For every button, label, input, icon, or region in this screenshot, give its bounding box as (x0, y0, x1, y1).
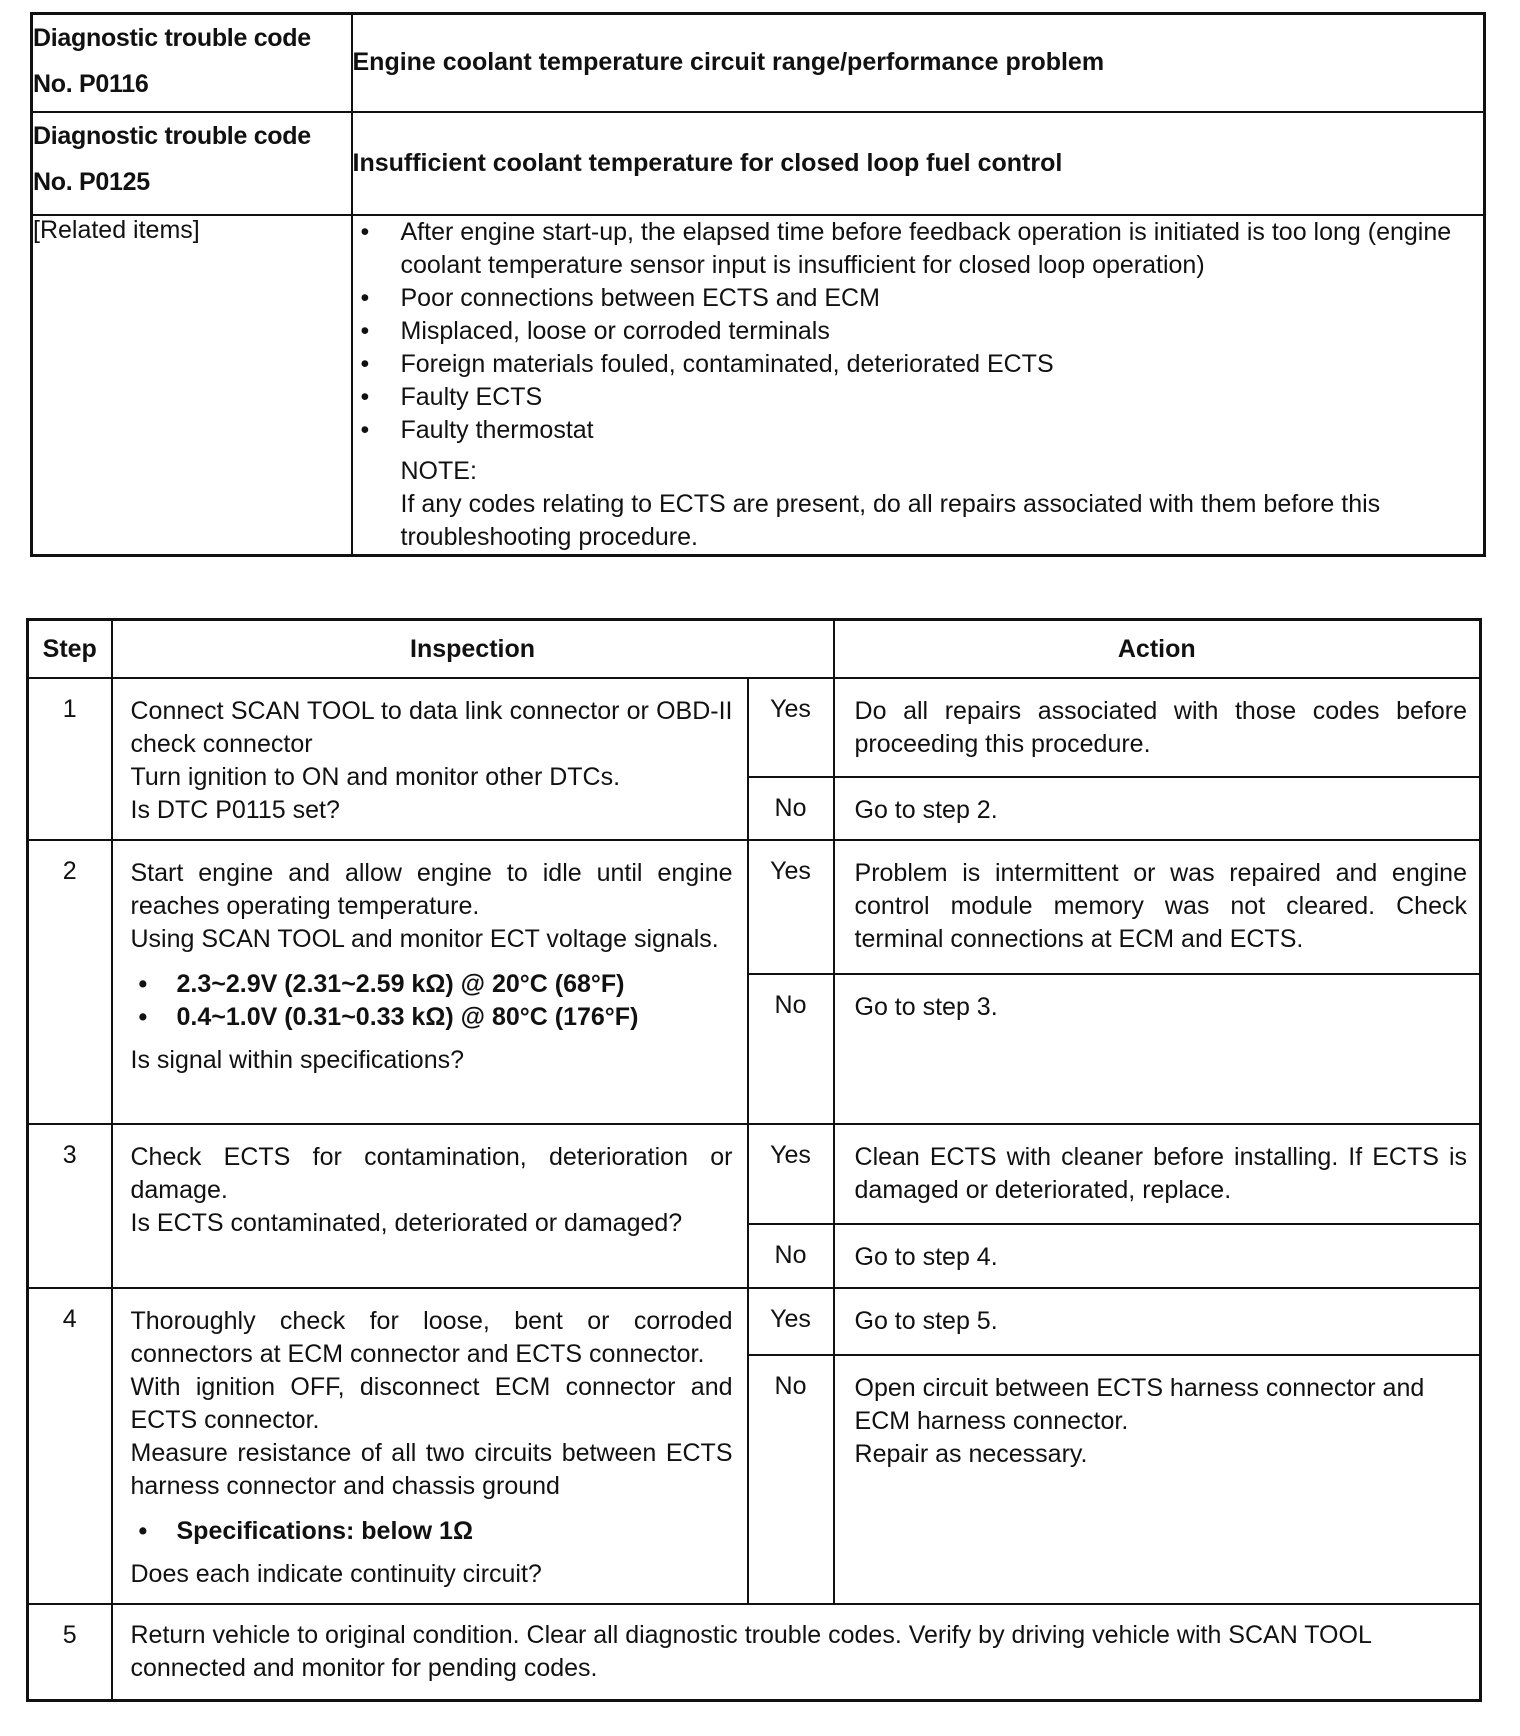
step-inspection: Check ECTS for contamination, deterioration or damage. Is ECTS contaminated, deteriorated or damaged? (112, 1124, 748, 1288)
yes-action: Do all repairs associated with those codes before proceeding this procedure. (834, 678, 1481, 777)
header-action: Action (834, 620, 1481, 679)
spec-list (131, 968, 733, 1034)
no-label: No (748, 777, 834, 840)
related-items-label: [Related items] (32, 215, 352, 556)
spec-item: • 2.3~2.9V (2.31~2.59 kΩ) @ 20°C (68°F) (131, 968, 733, 1001)
yes-label: Yes (748, 1288, 834, 1355)
no-action: Go to step 3. (834, 974, 1481, 1124)
table-header-row (28, 620, 1481, 679)
yes-action: Clean ECTS with cleaner before installing. If ECTS is damaged or deteriorated, replace. (834, 1124, 1481, 1224)
yes-label: Yes (748, 840, 834, 974)
step-number: 4 (28, 1288, 112, 1604)
related-item: • Faulty ECTS (353, 381, 1484, 414)
related-item: • Faulty thermostat (353, 414, 1484, 447)
no-action: Open circuit between ECTS harness connector and ECM harness connector. Repair as necessary. (834, 1355, 1481, 1604)
note-label: NOTE: (400, 456, 477, 485)
dtc-row (32, 112, 1485, 215)
no-label: No (748, 1224, 834, 1288)
step-row (28, 1288, 1481, 1355)
note-text: If any codes relating to ECTS are present, do all repairs associated with them before this troubleshooting procedure. (400, 489, 1381, 551)
no-action: Go to step 2. (834, 777, 1481, 840)
dtc-title: Engine coolant temperature circuit range/performance problem (352, 14, 1485, 112)
spec-list (131, 1515, 733, 1548)
related-items-row (32, 215, 1485, 556)
troubleshooting-steps-table (26, 618, 1482, 1702)
related-item: • Misplaced, loose or corroded terminals (353, 315, 1484, 348)
step-inspection: Connect SCAN TOOL to data link connector or OBD-II check connector Turn ignition to ON and monitor other DTCs. Is DTC P0115 set? (112, 678, 748, 840)
step-final-text: Return vehicle to original condition. Clear all diagnostic trouble codes. Verify by driving vehicle with SCAN TOOL connected and monitor for pending codes. (112, 1604, 1481, 1701)
no-label: No (748, 1355, 834, 1604)
dtc-info-table (30, 12, 1486, 557)
step-number: 5 (28, 1604, 112, 1701)
question: Is signal within specifications? (130, 1046, 464, 1074)
question: Does each indicate continuity circuit? (130, 1560, 542, 1588)
step-inspection: Thoroughly check for loose, bent or corroded connectors at ECM connector and ECTS connector. With ignition OFF, disconnect ECM connector and ECTS connector. Measure resistance of all two circuits between ECTS harness connector and chassis ground • Specifications: below 1Ω Does each indicate continuity circuit? (112, 1288, 748, 1604)
step-row (28, 1124, 1481, 1224)
dtc-title: Insufficient coolant temperature for closed loop fuel control (352, 112, 1485, 215)
related-items-list (352, 215, 1485, 556)
step-number: 1 (28, 678, 112, 840)
related-item: • Foreign materials fouled, contaminated, deteriorated ECTS (353, 348, 1484, 381)
related-item: • After engine start-up, the elapsed time before feedback operation is initiated is too long (engine coolant temperature sensor input is insufficient for closed loop operation) (353, 216, 1484, 282)
dtc-row (32, 14, 1485, 112)
header-step: Step (28, 620, 112, 679)
dtc-code-label: Diagnostic trouble code No. P0125 (32, 112, 352, 215)
step-number: 2 (28, 840, 112, 1124)
step-inspection: Start engine and allow engine to idle until engine reaches operating temperature. Using SCAN TOOL and monitor ECT voltage signals. • 2.3~2.9V (2.31~2.59 kΩ) @ 20°C (68°F) • 0.4~1.0V (0.31~0.33 kΩ) @ 80°C (176°F) Is signal within specifications? (112, 840, 748, 1124)
step-row (28, 678, 1481, 777)
step-row (28, 840, 1481, 974)
yes-action: Problem is intermittent or was repaired and engine control module memory was not cleared. Check terminal connections at ECM and ECTS. (834, 840, 1481, 974)
step-number: 3 (28, 1124, 112, 1288)
related-item: • Poor connections between ECTS and ECM (353, 282, 1484, 315)
dtc-code-label: Diagnostic trouble code No. P0116 (32, 14, 352, 112)
no-label: No (748, 974, 834, 1124)
yes-label: Yes (748, 678, 834, 777)
header-inspection: Inspection (112, 620, 834, 679)
note-block (353, 455, 1484, 554)
spec-item: • 0.4~1.0V (0.31~0.33 kΩ) @ 80°C (176°F) (131, 1001, 733, 1034)
no-action: Go to step 4. (834, 1224, 1481, 1288)
yes-action: Go to step 5. (834, 1288, 1481, 1355)
spec-item: • Specifications: below 1Ω (131, 1515, 733, 1548)
step-row (28, 1604, 1481, 1701)
yes-label: Yes (748, 1124, 834, 1224)
